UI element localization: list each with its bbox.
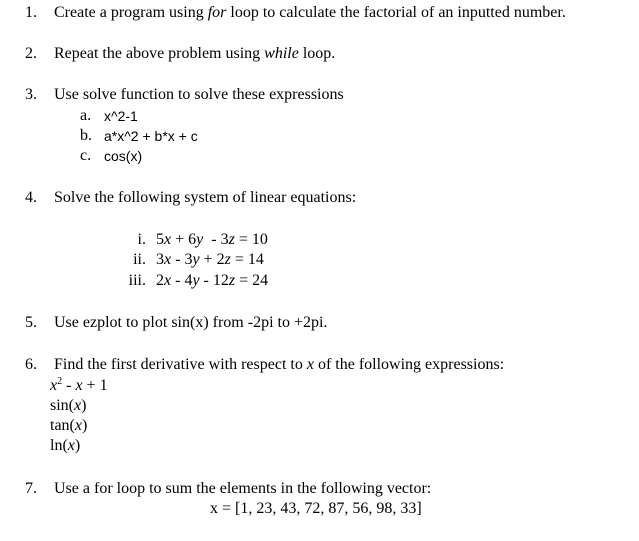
coef: 3 <box>156 251 164 268</box>
var: y <box>196 231 204 248</box>
question-text-part: Create a program using <box>54 4 208 21</box>
equation-label: i. <box>137 231 146 248</box>
question-text-part: Find the first derivative with respect to <box>54 356 307 373</box>
expression-ln <box>50 436 80 455</box>
coef: - 3 <box>203 231 229 248</box>
paren: ) <box>81 397 87 414</box>
sub-item-label: b. <box>80 127 92 144</box>
question-text-part: of the following expressions: <box>313 356 505 373</box>
expression-polynomial <box>50 376 108 395</box>
vector-definition: x = [1, 23, 43, 72, 87, 56, 98, 33] <box>210 500 422 517</box>
question-text-part: loop. <box>298 45 336 62</box>
function: ln( <box>50 437 68 454</box>
expression-sin <box>50 396 86 415</box>
equation <box>156 230 268 249</box>
paren: ) <box>74 437 81 454</box>
question-number: 3. <box>25 86 37 103</box>
var: x <box>50 377 58 394</box>
operator: - <box>62 377 76 394</box>
exponent: 2 <box>57 376 63 387</box>
equation <box>156 250 264 269</box>
var: x <box>164 251 172 268</box>
var: x <box>74 417 82 434</box>
question-number: 7. <box>25 480 37 497</box>
coef: - 3 <box>171 251 193 268</box>
question-number: 2. <box>25 45 37 62</box>
var: y <box>192 251 200 268</box>
question-text-part: loop to calculate the factorial of an inputted number. <box>226 4 566 21</box>
coef: 2 <box>156 272 164 289</box>
var: z <box>228 231 235 248</box>
question-text <box>54 44 335 63</box>
question-text: Use ezplot to plot sin(x) from -2pi to +2pi. <box>54 314 328 331</box>
rhs: = 14 <box>230 251 264 268</box>
coef: - 4 <box>171 272 193 289</box>
operator: + 1 <box>82 377 108 394</box>
var: x <box>75 377 83 394</box>
keyword-while: while <box>264 45 299 62</box>
question-number: 5. <box>25 314 37 331</box>
keyword-for: for <box>207 4 227 21</box>
sub-item-expression: x^2-1 <box>104 108 138 124</box>
function: sin( <box>50 397 74 414</box>
question-text <box>54 355 504 374</box>
coef: + 2 <box>199 251 225 268</box>
var: y <box>192 272 200 289</box>
var: x <box>164 272 172 289</box>
question-number: 6. <box>25 356 37 373</box>
question-number: 4. <box>25 189 37 206</box>
var: x <box>74 397 82 414</box>
sub-item-expression: cos(x) <box>104 148 143 164</box>
sub-item-label: a. <box>80 107 92 124</box>
equation-label: ii. <box>133 251 146 268</box>
question-text: Solve the following system of linear equations: <box>54 189 357 206</box>
question-text: Use solve function to solve these expressions <box>54 86 344 103</box>
coef: 5 <box>156 231 164 248</box>
sub-item-label: c. <box>80 147 92 164</box>
var: x <box>67 437 75 454</box>
var: z <box>228 272 236 289</box>
rhs: = 24 <box>235 272 269 289</box>
variable-x: x <box>306 356 314 373</box>
question-text <box>54 3 566 22</box>
question-text: Use a for loop to sum the elements in the following vector: <box>54 480 432 497</box>
rhs: = 10 <box>234 231 268 248</box>
expression-tan <box>50 416 87 435</box>
coef: - 12 <box>199 272 229 289</box>
sub-item-expression: a*x^2 + b*x + c <box>104 128 198 144</box>
equation <box>156 271 268 290</box>
question-number: 1. <box>25 4 37 21</box>
equation-label: iii. <box>128 272 146 289</box>
var: z <box>224 251 231 268</box>
var: x <box>164 231 172 248</box>
function: tan( <box>50 417 75 434</box>
paren: ) <box>81 417 88 434</box>
coef: + 6 <box>171 231 197 248</box>
question-text-part: Repeat the above problem using <box>54 45 265 62</box>
